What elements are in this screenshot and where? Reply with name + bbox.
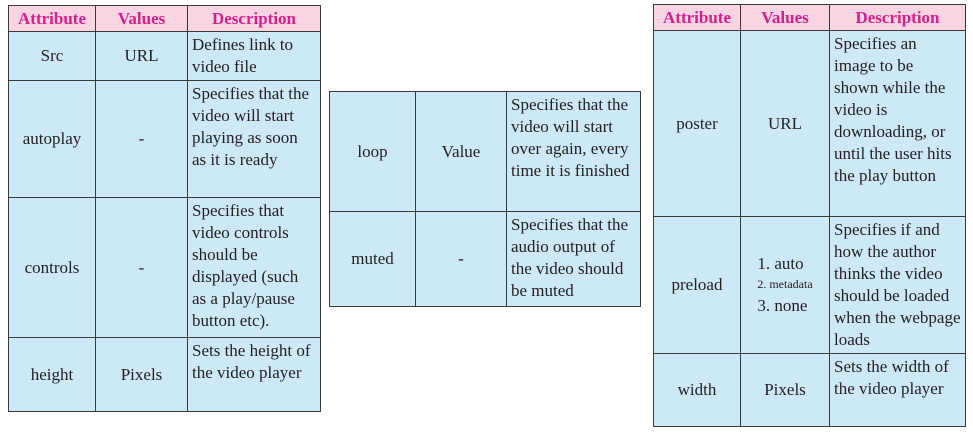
header-attribute: Attribute: [9, 6, 96, 32]
table-row: [9, 32, 321, 81]
attribute-cell: muted: [330, 212, 416, 307]
description-cell: Specifies that the audio output of the video should be muted: [507, 212, 641, 307]
description-cell: Specifies that the video will start playing as soon as it is ready: [188, 81, 321, 198]
value-cell: URL: [96, 32, 188, 81]
table-row: [330, 92, 641, 212]
right-attribute-table: [653, 4, 966, 427]
header-values: Values: [96, 6, 188, 32]
header-description: Description: [830, 5, 966, 31]
table-row: [654, 354, 966, 427]
table-row: [9, 198, 321, 338]
attribute-cell: controls: [9, 198, 96, 338]
value-cell: Pixels: [741, 354, 830, 427]
value-cell: -: [96, 198, 188, 338]
description-cell: Specifies that the video will start over again, every time it is finished: [507, 92, 641, 212]
middle-attribute-table: [329, 91, 641, 307]
header-row: [9, 6, 321, 32]
attribute-cell: poster: [654, 31, 741, 217]
description-cell: Specifies an image to be shown while the video is downloading, or until the user hits the play button: [830, 31, 966, 217]
attribute-cell: width: [654, 354, 741, 427]
preload-option: 2. metadata: [757, 277, 813, 291]
attribute-cell: preload: [654, 217, 741, 354]
table-row: [9, 338, 321, 412]
table-row: [9, 81, 321, 198]
header-values: Values: [741, 5, 830, 31]
description-cell: Sets the height of the video player: [188, 338, 321, 412]
attribute-cell: loop: [330, 92, 416, 212]
description-cell: Sets the width of the video player: [830, 354, 966, 427]
header-attribute: Attribute: [654, 5, 741, 31]
header-row: [654, 5, 966, 31]
attribute-cell: autoplay: [9, 81, 96, 198]
value-cell: URL: [741, 31, 830, 217]
table-row: [654, 31, 966, 217]
table-row: [330, 212, 641, 307]
value-cell: [741, 217, 830, 354]
description-cell: Defines link to video file: [188, 32, 321, 81]
value-cell: Pixels: [96, 338, 188, 412]
description-cell: Specifies that video controls should be displayed (such as a play/pause button etc).: [188, 198, 321, 338]
value-cell: Value: [416, 92, 507, 212]
attribute-cell: Src: [9, 32, 96, 81]
preload-option: 1. auto: [757, 254, 804, 273]
table-row: [654, 217, 966, 354]
description-cell: Specifies if and how the author thinks the video should be loaded when the webpage loads: [830, 217, 966, 354]
preload-option: 3. none: [757, 296, 808, 315]
left-attribute-table: [8, 5, 321, 412]
header-description: Description: [188, 6, 321, 32]
preload-options-list: [757, 253, 812, 316]
value-cell: -: [416, 212, 507, 307]
value-cell: -: [96, 81, 188, 198]
attribute-cell: height: [9, 338, 96, 412]
